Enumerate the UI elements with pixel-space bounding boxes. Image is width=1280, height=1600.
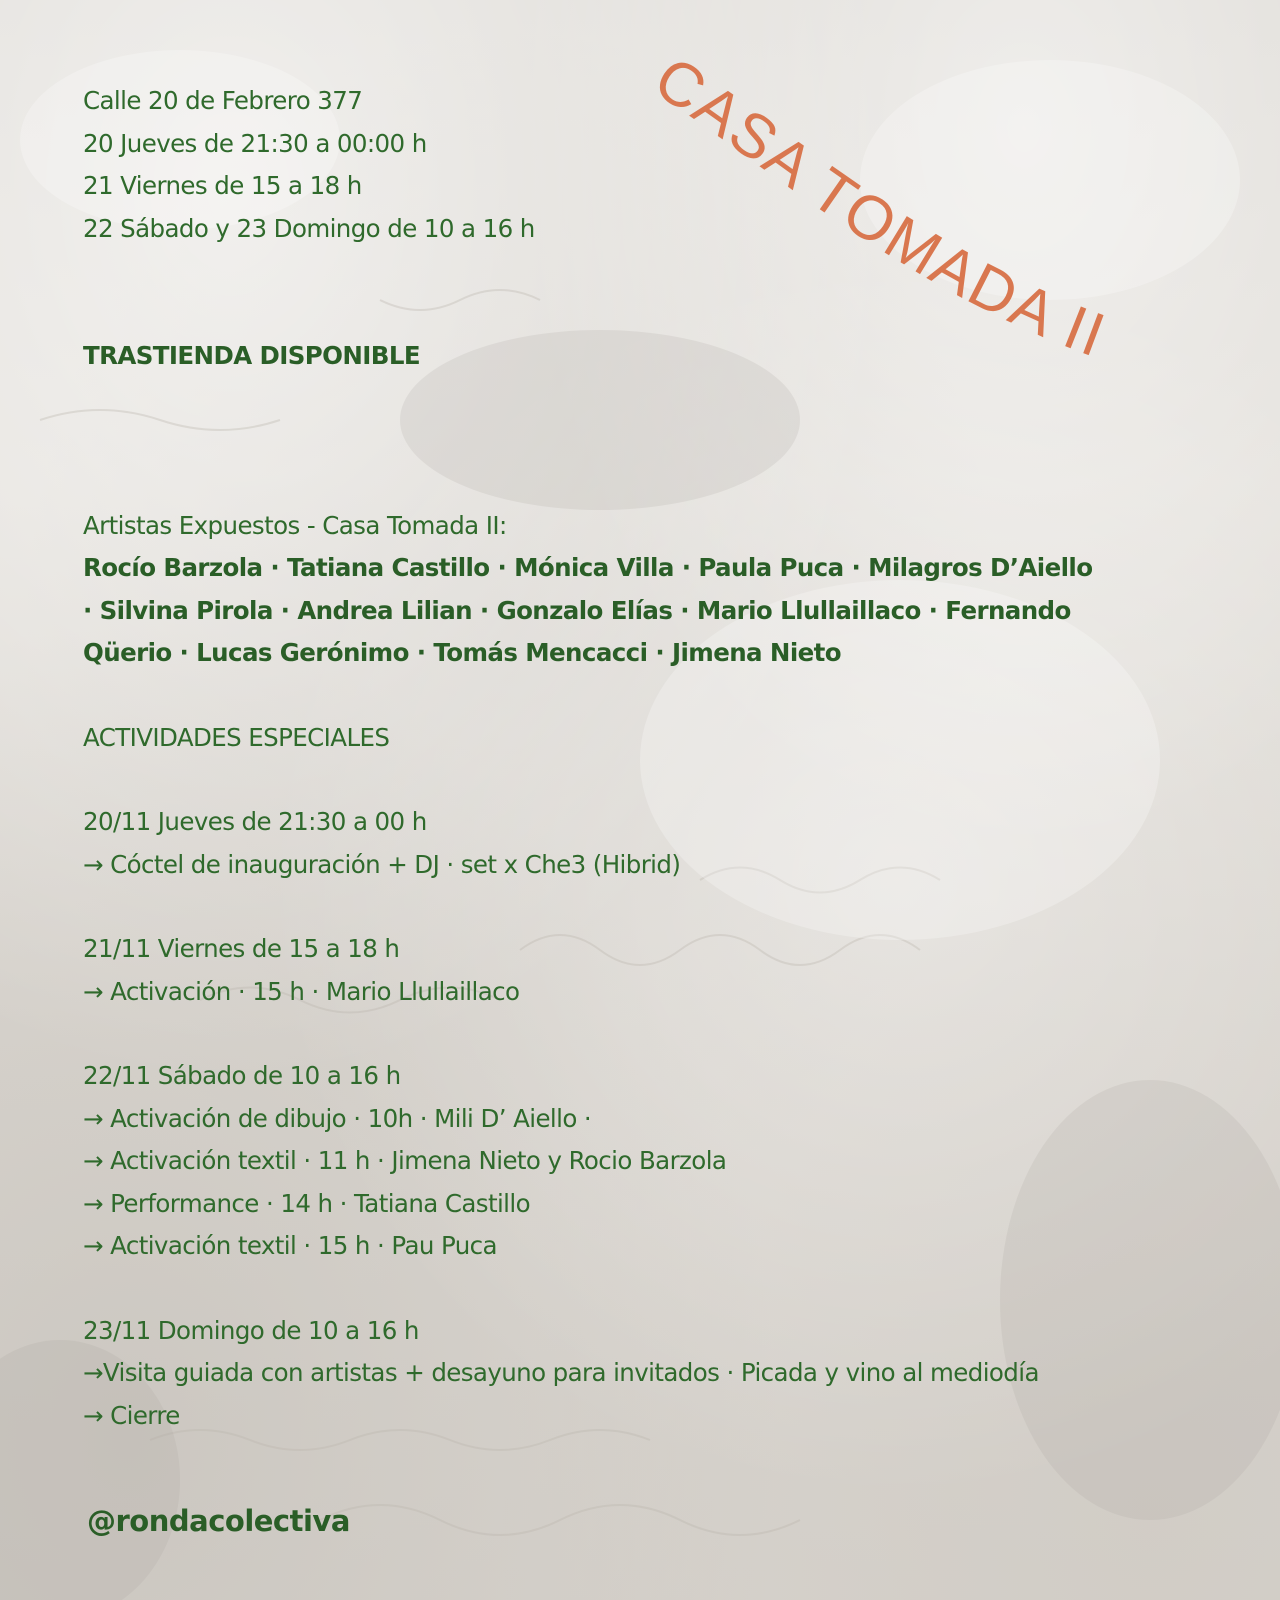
- activity-item: → Activación de dibujo · 10h · Mili D’ Aiello ·: [83, 1103, 592, 1133]
- activity-date: 23/11 Domingo de 10 a 16 h: [83, 1315, 419, 1345]
- activity-date: 21/11 Viernes de 15 a 18 h: [83, 934, 400, 963]
- schedule-line: 20 Jueves de 21:30 a 00:00 h: [83, 128, 427, 158]
- instagram-handle: @rondacolectiva: [87, 1504, 350, 1538]
- activity-item: → Activación textil · 15 h · Pau Puca: [83, 1231, 497, 1260]
- activity-item: →Visita guiada con artistas + desayuno para invitados · Picada y vino al mediodía: [83, 1358, 1039, 1387]
- artists-list-line: · Silvina Pirola · Andrea Lilian · Gonzalo Elías · Mario Llullaillaco · Fernando: [83, 595, 1071, 625]
- event-title-text: CASA TOMADA II: [642, 43, 1116, 371]
- schedule-line: 21 Viernes de 15 a 18 h: [83, 171, 362, 200]
- activity-item: → Activación · 15 h · Mario Llullaillaco: [83, 976, 520, 1006]
- trastienda-label: TRASTIENDA DISPONIBLE: [83, 341, 421, 370]
- activity-date: 22/11 Sábado de 10 a 16 h: [83, 1061, 401, 1090]
- activity-item: → Cóctel de inauguración + DJ · set x Che3 (Hibrid): [83, 849, 681, 879]
- activity-item: → Performance · 14 h · Tatiana Castillo: [83, 1188, 530, 1218]
- activity-item: → Activación textil · 11 h · Jimena Nieto y Rocio Barzola: [83, 1146, 727, 1175]
- artists-list-line: Rocío Barzola · Tatiana Castillo · Mónica Villa · Paula Puca · Milagros D’Aiello: [83, 553, 1093, 582]
- schedule-line: 22 Sábado y 23 Domingo de 10 a 16 h: [83, 213, 535, 243]
- activity-date: 20/11 Jueves de 21:30 a 00 h: [83, 807, 427, 836]
- address: Calle 20 de Febrero 377: [83, 86, 363, 115]
- activity-item: → Cierre: [83, 1400, 180, 1430]
- artists-list-line: Qüerio · Lucas Gerónimo · Tomás Mencacci · Jimena Nieto: [83, 638, 841, 667]
- activities-heading: ACTIVIDADES ESPECIALES: [83, 722, 390, 752]
- poster-content: [83, 80, 1203, 1437]
- artists-heading: Artistas Expuestos - Casa Tomada II:: [83, 510, 507, 540]
